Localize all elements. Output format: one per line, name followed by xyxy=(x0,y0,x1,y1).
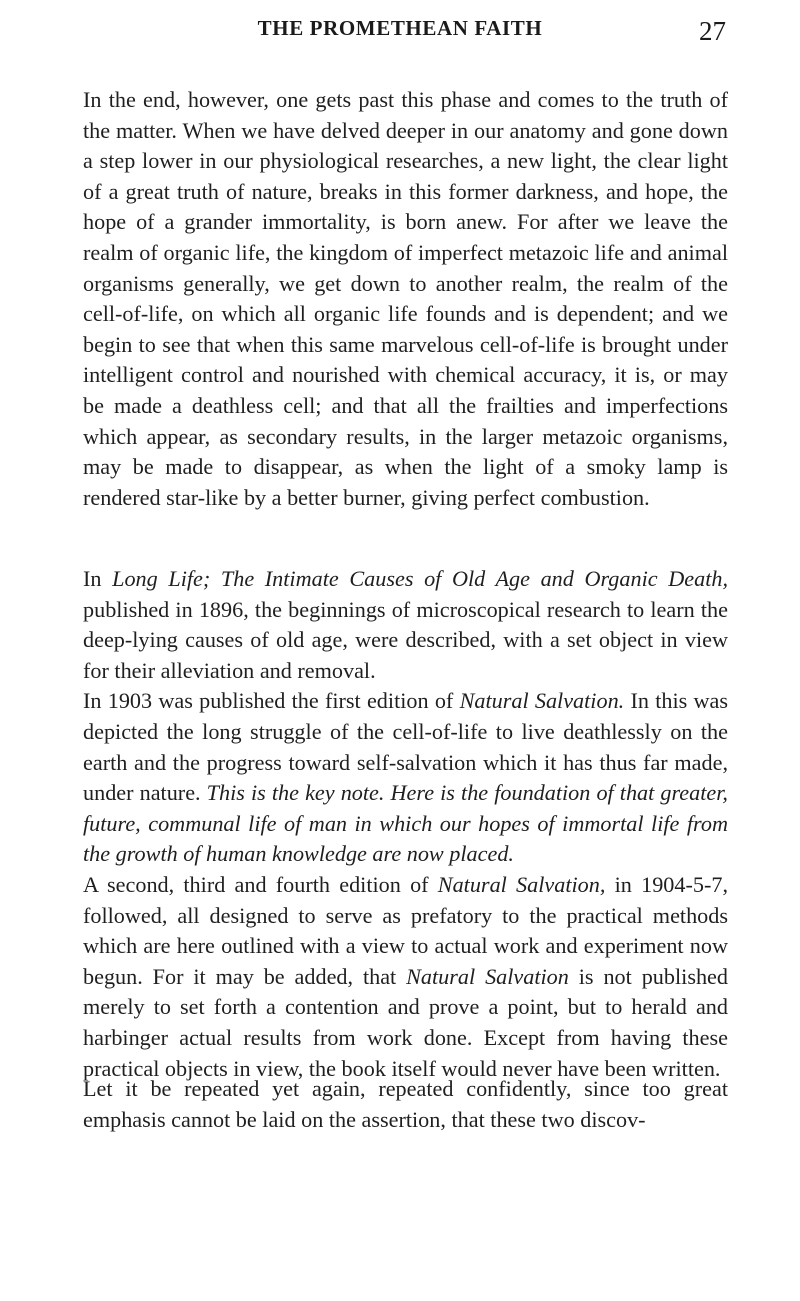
paragraph-2-lead: In xyxy=(83,566,113,591)
paragraph-1: In the end, however, one gets past this phase and comes to the truth of the matter. When we have delved deeper in our anatomy and gone down a step lower in our physiological researches, a new light, the clear light of a great truth of nature, breaks in this former darkness, and hope, the hope of a grander immortality, is born anew. For after we leave the realm of organic life, the kingdom of imperfect metazoic life and animal organisms generally, we get down to another realm, the realm of the cell-of-life, on which all organic life founds and is dependent; and we begin to see that when this same marvelous cell-of-life is brought under intelligent control and nourished with chemical accuracy, it is, or may be made a deathless cell; and that all the frailties and imperfections which appear, as secondary results, in the larger metazoic organisms, may be made to disappear, as when the light of a smoky lamp is rendered star-like by a better burner, giving perfect combustion. xyxy=(83,87,728,510)
paragraph-4-lead: A second, third and fourth edition of xyxy=(83,871,438,897)
paragraph-2 xyxy=(83,564,728,686)
text-block-middle xyxy=(83,564,728,1084)
paragraph-4 xyxy=(83,870,728,1084)
book-title-natural-salvation-editions: Natural Salvation, xyxy=(437,871,606,897)
text-block-opening xyxy=(83,85,728,513)
running-title: THE PROMETHEAN FAITH xyxy=(257,16,543,40)
paragraph-3-lead: In 1903 was published the first edition of xyxy=(83,688,460,714)
paragraph-4-mid: in 1904-5-7, followed, all designed to serve as prefatory to the practical methods which are here outlined with a view to actual work and experiment now begun. For it may be added, that xyxy=(83,871,728,989)
book-title-natural-salvation-ref: Natural Salvation xyxy=(406,963,569,989)
text-block-closing xyxy=(83,1074,728,1135)
book-title-natural-salvation: Natural Salvation. xyxy=(459,688,625,714)
paragraph-5: Let it be repeated yet again, repeated confidently, since too great emphasis cannot be laid on the assertion, that these two discov- xyxy=(83,1076,728,1132)
paragraph-2-rest: published in 1896, the beginnings of microscopical research to learn the deep-lying causes of old age, were described, with a set object in view for their alleviation and removal. xyxy=(83,596,728,683)
page-number: 27 xyxy=(699,16,726,46)
paragraph-3-mid: In this was depicted the long struggle of the cell-of-life to live deathlessly on the earth and the progress toward self-salvation which it has thus far made, under nature. xyxy=(83,688,728,806)
running-head xyxy=(0,14,800,54)
paragraph-4-rest: is not published merely to set forth a contention and prove a point, but to herald and harbinger actual results from work done. Except from having these practical objects in view, the book itself would never have been written. xyxy=(83,963,728,1081)
paragraph-3 xyxy=(83,686,728,870)
book-title-long-life: Long Life; The Intimate Causes of Old Age and Organic Death, xyxy=(112,566,728,591)
key-note-passage: This is the key note. Here is the foundation of that greater, future, communal life of man in which our hopes of immortal life from the growth of human knowledge are now placed. xyxy=(83,780,728,867)
